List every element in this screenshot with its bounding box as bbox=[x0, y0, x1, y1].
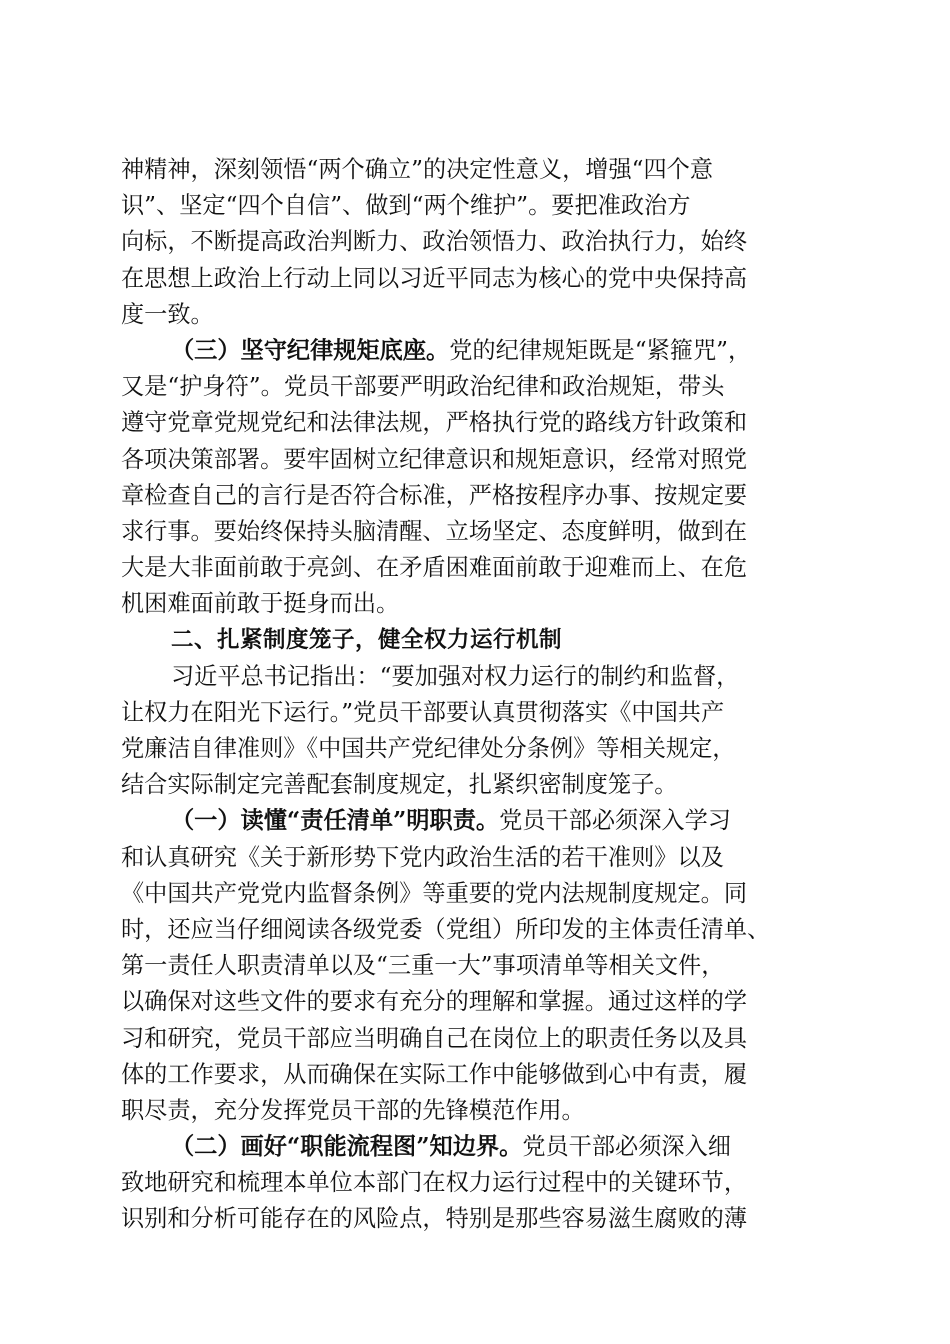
intro-paragraph bbox=[121, 152, 841, 333]
text-line: 以确保对这些文件的要求有充分的理解和掌握。通过这样的学 bbox=[121, 988, 748, 1016]
text-line: 《中国共产党党内监督条例》等重要的党内法规制度规定。同 bbox=[121, 879, 748, 907]
text-line: 遵守党章党规党纪和法律法规，严格执行党的路线方针政策和 bbox=[121, 409, 748, 437]
text-line: 和认真研究《关于新形势下党内政治生活的若干准则》以及 bbox=[121, 843, 724, 871]
text-line: 习近平总书记指出：“要加强对权力运行的制约和监督， bbox=[171, 662, 740, 690]
subsection-title: （一）读懂“责任清单”明职责。 bbox=[171, 807, 500, 835]
text-line: 体的工作要求，从而确保在实际工作中能够做到心中有责，履 bbox=[121, 1060, 748, 1088]
text-line: 度一致。 bbox=[121, 300, 214, 328]
text-line: 大是大非面前敢于亮剑、在矛盾困难面前敢于迎难而上、在危 bbox=[121, 554, 748, 582]
text-line: 识”、坚定“四个自信”、做到“两个维护”。要把准政治方 bbox=[121, 192, 691, 220]
subsection-title: （三）坚守纪律规矩底座。 bbox=[171, 336, 450, 364]
subsection-three bbox=[121, 333, 841, 623]
text-line: 职尽责，充分发挥党员干部的先锋模范作用。 bbox=[121, 1096, 585, 1124]
subsection-one bbox=[121, 803, 841, 1129]
text-line: 第一责任人职责清单以及“三重一大”事项清单等相关文件， bbox=[121, 952, 725, 980]
text-segment: 党的纪律规矩既是“紧箍咒”， bbox=[449, 336, 752, 364]
text-line: 向标，不断提高政治判断力、政治领悟力、政治执行力，始终 bbox=[121, 228, 748, 256]
text-line: 致地研究和梳理本单位本部门在权力运行过程中的关键环节， bbox=[121, 1169, 748, 1197]
text-line: 让权力在阳光下运行。”党员干部要认真贯彻落实《中国共产 bbox=[121, 698, 725, 726]
text-line: 时，还应当仔细阅读各级党委（党组）所印发的主体责任清单、 bbox=[121, 915, 771, 943]
section-heading: 二、扎紧制度笼子，健全权力运行机制 bbox=[171, 627, 563, 654]
text-line: 党廉洁自律准则》《中国共产党纪律处分条例》等相关规定， bbox=[121, 735, 736, 762]
subsection-first-line bbox=[121, 1129, 841, 1165]
text-line: 习和研究，党员干部应当明确自己在岗位上的职责任务以及具 bbox=[121, 1024, 748, 1052]
section-two bbox=[121, 622, 841, 803]
subsection-first-line bbox=[121, 803, 841, 839]
text-line: 各项决策部署。要牢固树立纪律意识和规矩意识，经常对照党 bbox=[121, 445, 748, 473]
text-line: 又是“护身符”。党员干部要严明政治纪律和政治规矩，带头 bbox=[121, 373, 725, 401]
text-line: 求行事。要始终保持头脑清醒、立场坚定、态度鲜明，做到在 bbox=[121, 517, 748, 545]
subsection-first-line bbox=[121, 333, 841, 369]
text-line: 结合实际制定完善配套制度规定，扎紧织密制度笼子。 bbox=[121, 771, 678, 799]
text-line: 章检查自己的言行是否符合标准，严格按程序办事、按规定要 bbox=[121, 481, 748, 509]
text-line: 在思想上政治上行动上同以习近平同志为核心的党中央保持高 bbox=[121, 264, 748, 292]
text-segment: 党员干部必须深入细 bbox=[522, 1133, 731, 1161]
text-line: 识别和分析可能存在的风险点，特别是那些容易滋生腐败的薄 bbox=[121, 1205, 748, 1233]
text-line: 机困难面前敢于挺身而出。 bbox=[121, 590, 400, 618]
subsection-title: （二）画好“职能流程图”知边界。 bbox=[171, 1133, 523, 1161]
text-segment: 党员干部必须深入学习 bbox=[499, 807, 731, 835]
text-line: 神精神，深刻领悟“两个确立”的决定性意义，增强“四个意 bbox=[121, 156, 714, 183]
document-body bbox=[121, 152, 841, 1238]
subsection-two bbox=[121, 1129, 841, 1238]
